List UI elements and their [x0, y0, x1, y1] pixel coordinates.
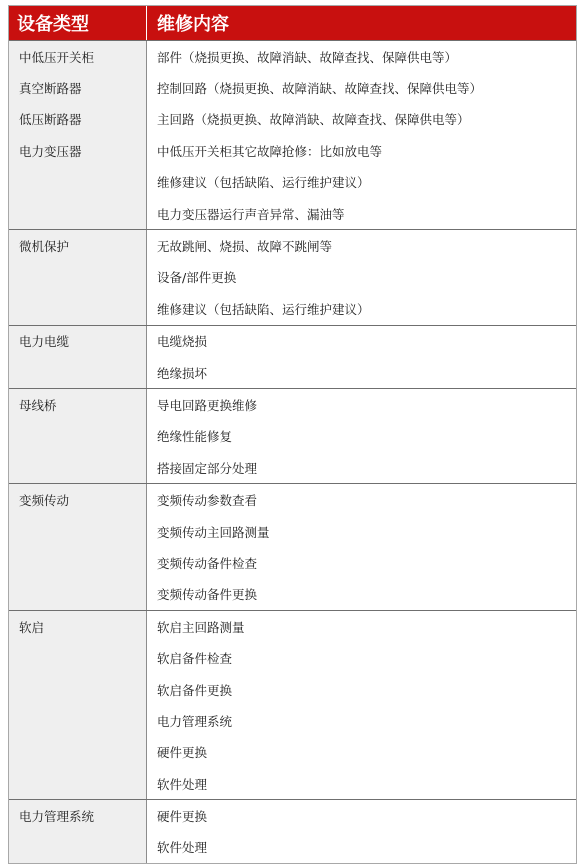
device-type-cell — [9, 230, 147, 324]
maintenance-item: 电缆烧损 — [157, 334, 208, 350]
device-type: 电力管理系统 — [19, 809, 95, 825]
maintenance-content-cell — [147, 611, 576, 799]
maintenance-item: 变频传动参数查看 — [157, 493, 258, 509]
device-type: 微机保护 — [19, 239, 70, 255]
maintenance-item: 软启备件更换 — [157, 682, 233, 698]
maintenance-item: 无故跳闸、烧损、故障不跳闸等 — [157, 239, 333, 255]
maintenance-item: 中低压开关柜其它故障抢修：比如放电等 — [157, 143, 383, 159]
maintenance-item: 软启主回路测量 — [157, 619, 245, 635]
maintenance-content-cell — [147, 41, 576, 229]
device-type: 真空断路器 — [19, 81, 82, 97]
maintenance-content-cell — [147, 326, 576, 389]
maintenance-item: 软件处理 — [157, 776, 208, 792]
device-type: 中低压开关柜 — [19, 49, 95, 65]
maintenance-content-cell — [147, 484, 576, 610]
maintenance-item: 绝缘性能修复 — [157, 429, 233, 445]
device-type: 母线桥 — [19, 397, 57, 413]
table-header — [9, 6, 576, 40]
device-type-cell — [9, 389, 147, 483]
device-type: 电力变压器 — [19, 143, 82, 159]
device-type-cell — [9, 326, 147, 389]
device-type: 低压断路器 — [19, 112, 82, 128]
header-maintenance-content: 维修内容 — [157, 14, 229, 35]
device-type: 电力电缆 — [19, 334, 70, 350]
table-row-power-cable — [9, 325, 576, 389]
maintenance-content-cell — [147, 800, 576, 863]
maintenance-item: 主回路（烧损更换、故障消缺、故障查找、保障供电等） — [157, 112, 470, 128]
header-device-type: 设备类型 — [9, 6, 147, 40]
maintenance-item: 导电回路更换维修 — [157, 397, 258, 413]
maintenance-item: 变频传动备件检查 — [157, 555, 258, 571]
device-type-cell — [9, 611, 147, 799]
device-type: 软启 — [19, 619, 45, 635]
maintenance-item: 变频传动主回路测量 — [157, 524, 270, 540]
maintenance-item: 维修建议（包括缺陷、运行维护建议） — [157, 301, 370, 317]
maintenance-item: 电力管理系统 — [157, 713, 233, 729]
maintenance-item: 搭接固定部分处理 — [157, 460, 258, 476]
maintenance-item: 硬件更换 — [157, 809, 208, 825]
maintenance-item: 变频传动备件更换 — [157, 587, 258, 603]
device-type-cell — [9, 41, 147, 229]
table-row-vfd — [9, 483, 576, 610]
maintenance-item: 控制回路（烧损更换、故障消缺、故障查找、保障供电等） — [157, 81, 483, 97]
device-type-cell — [9, 800, 147, 863]
table-row-switchgear — [9, 40, 576, 229]
maintenance-table — [8, 5, 577, 864]
maintenance-item: 硬件更换 — [157, 745, 208, 761]
device-type-cell — [9, 484, 147, 610]
table-row-busbar-bridge — [9, 388, 576, 483]
device-type: 变频传动 — [19, 493, 70, 509]
table-row-power-management-system — [9, 799, 576, 863]
maintenance-content-cell — [147, 389, 576, 483]
maintenance-item: 维修建议（包括缺陷、运行维护建议） — [157, 175, 370, 191]
table-row-soft-starter — [9, 610, 576, 799]
maintenance-item: 软启备件检查 — [157, 651, 233, 667]
table-row-microprocessor-protection — [9, 229, 576, 324]
maintenance-item: 绝缘损坏 — [157, 365, 208, 381]
maintenance-content-cell — [147, 230, 576, 324]
maintenance-item: 设备/部件更换 — [157, 270, 237, 286]
maintenance-item: 软件处理 — [157, 840, 208, 856]
maintenance-item: 电力变压器运行声音异常、漏油等 — [157, 206, 345, 222]
maintenance-item: 部件（烧损更换、故障消缺、故障查找、保障供电等） — [157, 49, 458, 65]
